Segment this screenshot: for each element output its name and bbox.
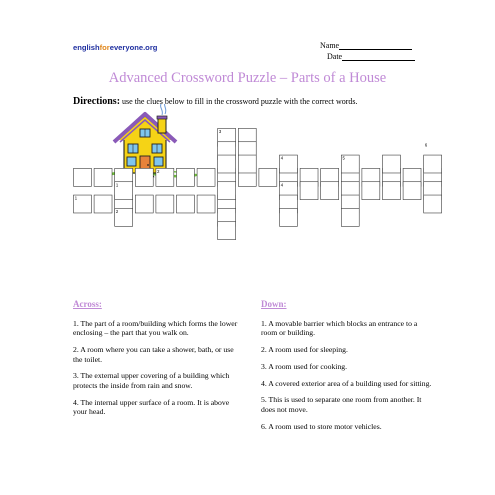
clue-number: 1 bbox=[115, 182, 119, 188]
crossword-cell[interactable] bbox=[238, 155, 256, 173]
clue-number: 2 bbox=[115, 208, 119, 214]
directions-text: use the clues below to fill in the crossword puzzle with the correct words. bbox=[122, 97, 358, 106]
crossword-cell[interactable] bbox=[424, 155, 442, 173]
crossword-cell[interactable] bbox=[156, 195, 174, 213]
clue-number: 3 bbox=[218, 129, 222, 134]
down-clue: 6. A room used to store motor vehicles. bbox=[261, 421, 382, 431]
across-clue: 1. The part of a room/building which forms the lower enclosing – the part that you walk on. bbox=[73, 318, 238, 338]
clue-number: 6 bbox=[424, 142, 428, 148]
crossword-cell[interactable] bbox=[362, 182, 380, 200]
crossword-cell[interactable] bbox=[218, 155, 236, 173]
crossword-cell[interactable] bbox=[383, 155, 401, 173]
clue-number: 1 bbox=[74, 195, 78, 201]
crossword-cell[interactable] bbox=[280, 208, 298, 226]
site-logo: englishforeveryone.org bbox=[73, 43, 158, 52]
crossword-cell[interactable] bbox=[259, 168, 277, 186]
crossword-cell[interactable] bbox=[341, 208, 359, 226]
directions-label: Directions: bbox=[73, 96, 121, 107]
clue-number: 5 bbox=[342, 155, 345, 161]
crossword-cell[interactable] bbox=[383, 182, 401, 200]
date-label: Date bbox=[327, 52, 343, 61]
crossword-cell[interactable] bbox=[424, 195, 442, 213]
down-clues bbox=[261, 300, 433, 438]
crossword-cell[interactable] bbox=[135, 168, 153, 186]
crossword-cell[interactable] bbox=[197, 195, 215, 213]
crossword-cell[interactable] bbox=[300, 182, 318, 200]
crossword-cell[interactable] bbox=[321, 182, 339, 200]
crossword-cell[interactable] bbox=[135, 195, 153, 213]
crossword-cell[interactable] bbox=[177, 168, 195, 186]
across-clue: 3. The external upper covering of a building which protects the inside from rain and snow. bbox=[73, 371, 230, 390]
clue-number: 4 bbox=[280, 155, 284, 161]
across-heading: Across: bbox=[73, 299, 102, 309]
crossword-cell[interactable] bbox=[197, 168, 215, 186]
crossword-cell[interactable] bbox=[218, 182, 236, 200]
across-clues bbox=[73, 300, 243, 424]
crossword-cell[interactable] bbox=[403, 182, 421, 200]
crossword-cell[interactable] bbox=[74, 168, 92, 186]
clue-number: 4 bbox=[280, 182, 284, 188]
name-label: Name bbox=[320, 41, 340, 50]
crossword-cell[interactable] bbox=[94, 195, 112, 213]
crossword-cell[interactable] bbox=[94, 168, 112, 186]
across-clue: 2. A room where you can take a shower, bath, or use the toilet. bbox=[73, 344, 234, 364]
down-clue: 4. A covered exterior area of a building used for sitting. bbox=[261, 378, 432, 388]
down-heading: Down: bbox=[261, 299, 287, 309]
down-clue: 5. This is used to separate one room from another. It does not move. bbox=[261, 395, 422, 414]
across-clue: 4. The internal upper surface of a room. It is above your head. bbox=[73, 397, 230, 417]
crossword-cell[interactable] bbox=[177, 195, 195, 213]
page-title: Advanced Crossword Puzzle – Parts of a House bbox=[108, 70, 387, 86]
down-clue: 2. A room used for sleeping. bbox=[261, 344, 348, 354]
clue-number: 2 bbox=[157, 168, 160, 174]
crossword-cell[interactable] bbox=[218, 222, 236, 240]
down-clue: 3. A room used for cooking. bbox=[261, 361, 348, 371]
down-clue: 1. A movable barrier which blocks an entrance to a room or building. bbox=[261, 318, 418, 338]
